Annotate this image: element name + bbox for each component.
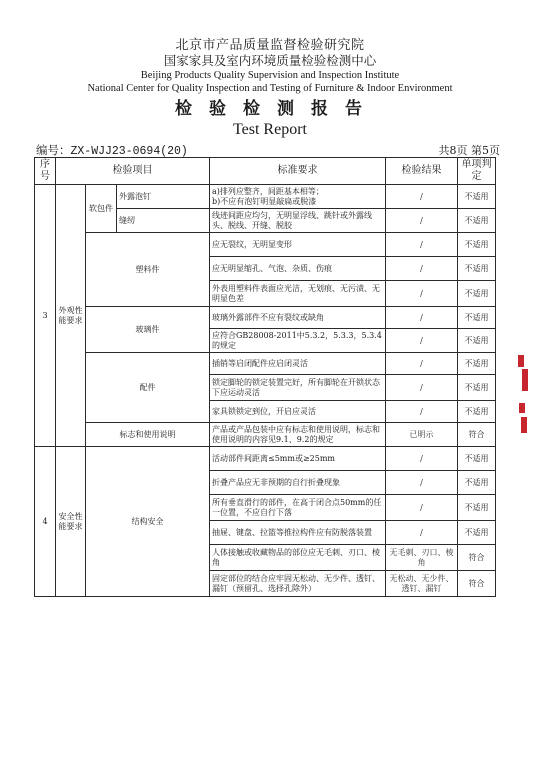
sub-item-exposed-nail: 外露泡钉 [117, 185, 210, 209]
requirement: 固定部位的结合应牢固无松动、无少件、透钉、漏钉（预留孔、选择孔除外） [210, 571, 386, 597]
requirement: 应无明显缩孔、气泡、杂质、伤痕 [210, 257, 386, 281]
page-info: 共8页 第5页 [438, 144, 500, 157]
sub-item-fittings: 配件 [86, 353, 210, 423]
table-row [35, 423, 496, 447]
sub-item-plastic: 塑料件 [86, 233, 210, 307]
result: / [386, 281, 458, 307]
group-name: 外观性能要求 [56, 185, 86, 447]
table-header-row [35, 158, 496, 185]
requirement: 抽屉、键盘、拉篮等推拉构件应有防脱落装置 [210, 521, 386, 545]
verdict: 不适用 [458, 209, 496, 233]
sub-item-sewing: 缝纫 [117, 209, 210, 233]
requirement: 人体接触或收藏物品的部位应无毛刺、刃口、棱角 [210, 545, 386, 571]
center-name-cn: 国家家具及室内环境质量检验检测中心 [163, 53, 377, 68]
requirement: 所有垂直滑行的部件，在高于闭合点50mm的任一位置，不应自行下落 [210, 495, 386, 521]
verdict: 不适用 [458, 521, 496, 545]
verdict: 不适用 [458, 257, 496, 281]
verdict: 不适用 [458, 329, 496, 353]
report-header [0, 38, 540, 140]
verdict: 符合 [458, 571, 496, 597]
sub-item-structural: 结构安全 [86, 447, 210, 597]
table-row [35, 233, 496, 257]
result: / [386, 257, 458, 281]
sub-item-marking: 标志和使用说明 [86, 423, 210, 447]
center-name-en: National Center for Quality Inspection and Testing of Furniture & Indoor Environment [87, 83, 453, 94]
group-name: 安全性能要求 [56, 447, 86, 597]
report-title-en: Test Report [233, 121, 307, 138]
requirement: a)排列应整齐，间距基本相等； b)不应有泡钉明显敲扁或脱漆 [210, 185, 386, 209]
verdict: 不适用 [458, 401, 496, 423]
sub-item-soft: 软包件 [86, 185, 117, 233]
verdict: 不适用 [458, 375, 496, 401]
verdict: 不适用 [458, 233, 496, 257]
requirement: 锁定脚轮的锁定装置完好，所有脚轮在开锁状态下应运动灵活 [210, 375, 386, 401]
result: / [386, 185, 458, 209]
verdict: 不适用 [458, 447, 496, 471]
header-item: 检验项目 [56, 158, 210, 185]
group-seq: 3 [35, 185, 56, 447]
requirement: 家具锁锁定到位，开启应灵活 [210, 401, 386, 423]
institute-name-cn: 北京市产品质量监督检验研究院 [175, 38, 365, 53]
institute-name-en: Beijing Products Quality Supervision and Inspection Institute [140, 70, 400, 81]
verdict: 符合 [458, 423, 496, 447]
verdict: 符合 [458, 545, 496, 571]
requirement: 折叠产品应无非预期的自行折叠现象 [210, 471, 386, 495]
requirement: 玻璃外露部件不应有裂纹或缺角 [210, 307, 386, 329]
result: 无毛刺、刃口、棱角 [386, 545, 458, 571]
verdict: 不适用 [458, 353, 496, 375]
result: / [386, 521, 458, 545]
table-row [35, 307, 496, 329]
report-number: 编号：ZX-WJJ23-0694(20) [36, 145, 188, 158]
result: / [386, 307, 458, 329]
verdict: 不适用 [458, 185, 496, 209]
sub-item-glass: 玻璃件 [86, 307, 210, 353]
inspection-table [34, 157, 496, 597]
result: / [386, 471, 458, 495]
table-row [35, 185, 496, 209]
result: 已明示 [386, 423, 458, 447]
requirement: 插销等启闭配件应启闭灵活 [210, 353, 386, 375]
result: / [386, 495, 458, 521]
header-result: 检验结果 [386, 158, 458, 185]
verdict: 不适用 [458, 307, 496, 329]
result: 无松动、无少件、透钉、漏钉 [386, 571, 458, 597]
verdict: 不适用 [458, 471, 496, 495]
result: / [386, 233, 458, 257]
header-seq: 序号 [35, 158, 56, 185]
result: / [386, 209, 458, 233]
result: / [386, 353, 458, 375]
verdict: 不适用 [458, 281, 496, 307]
result: / [386, 401, 458, 423]
requirement: 应无裂纹，无明显变形 [210, 233, 386, 257]
requirement: 应符合GB28008-2011中5.3.2，5.3.3，5.3.4的规定 [210, 329, 386, 353]
result: / [386, 329, 458, 353]
report-title-cn: 检验检测报告 [175, 99, 379, 119]
table-row [35, 447, 496, 471]
table-row [35, 353, 496, 375]
requirement: 线迹间距应均匀，无明显浮线、跳针或外露线头、脱线、开缝、脱胶 [210, 209, 386, 233]
result: / [386, 375, 458, 401]
result: / [386, 447, 458, 471]
seal-stamp-fragment [516, 355, 530, 435]
header-standard: 标准要求 [210, 158, 386, 185]
requirement: 产品或产品包装中应有标志和使用说明，标志和使用说明的内容见9.1、9.2的规定 [210, 423, 386, 447]
requirement: 活动部件间距离≤5mm或≥25mm [210, 447, 386, 471]
group-seq: 4 [35, 447, 56, 597]
requirement: 外表用塑料件表面应光洁，无划痕、无污渍、无明显色差 [210, 281, 386, 307]
header-verdict: 单项判定 [458, 158, 496, 185]
verdict: 不适用 [458, 495, 496, 521]
